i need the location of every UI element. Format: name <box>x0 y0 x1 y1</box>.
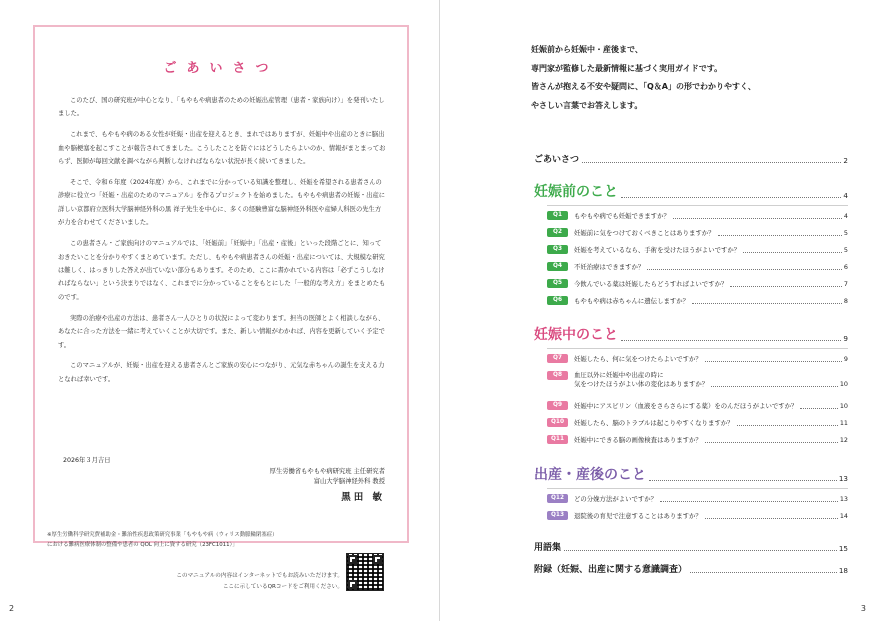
toc-page: 18 <box>838 566 848 575</box>
question-badge: Q3 <box>547 245 568 254</box>
toc-page: 5 <box>843 228 848 237</box>
toc-leader <box>743 247 842 253</box>
greeting-paragraph: このたび、国の研究班が中心となり、「もやもや病患者のための妊娠出産管理（患者・家族向け）」を発刊いたしました。 <box>58 97 385 118</box>
grant-note-line: における難病医療体制の整備や患者の QOL 向上に資する研究（23FC1011）」 <box>47 542 238 548</box>
toc-question-q8[interactable] <box>547 370 848 392</box>
question-text: 今飲んでいる薬は妊娠したらどうすればよいですか？ <box>574 280 728 288</box>
intro-text <box>531 41 756 115</box>
toc-page: 13 <box>839 494 848 503</box>
greeting-paragraph: これまで、もやもや病のある女性が妊娠・出産を迎えるとき、まれではありますが、妊娠中や出産のときに脳出血や脳梗塞を起こすことが報告されてきました。こうしたことを防ぐにはどうしたらよいのか、情報がまとまっておらず、医師が毎回文献を調べながら判断しなければならない状況が長く続いてきました。 <box>58 131 386 166</box>
toc-label: ごあいさつ <box>534 155 580 165</box>
toc-page: 11 <box>839 418 848 427</box>
toc-leader <box>621 340 841 341</box>
toc-question-q2[interactable] <box>547 227 848 238</box>
signature-position: 富山大学脳神経外科 教授 <box>313 478 385 485</box>
question-text: 血圧以外に妊娠中や出産の時に <box>574 371 664 379</box>
greeting-paragraph: この患者さん・ご家族向けのマニュアルでは、「妊娠前」「妊娠中」「出産・産後」といった段階ごとに、知っておきたいことを分かりやすくまとめています。ただし、もやもや病患者さんの妊娠・出産については、大規模な研究は難しく、はっきりした答えが出ていない部分もあります。そのため、ここに書かれている内容は「必ずこうしなければならない」という決まりではなく、これまでに分かっていることをもとにした「一般的な考え方」をまとめたものです。 <box>58 240 386 301</box>
section-title: 出産・産後のこと <box>534 467 646 483</box>
toc-leader <box>649 480 837 481</box>
question-badge: Q2 <box>547 228 568 237</box>
question-text: 妊娠中にアスピリン（血液をさらさらにする薬）をのんだほうがよいですか？ <box>574 402 798 410</box>
toc-leader <box>705 513 838 519</box>
question-badge: Q1 <box>547 211 568 220</box>
question-badge: Q6 <box>547 296 568 305</box>
page-number-right: 3 <box>860 604 866 613</box>
toc-question-q4[interactable] <box>547 261 848 272</box>
question-badge: Q10 <box>547 418 568 427</box>
toc-section-during-pregnancy[interactable] <box>534 326 848 344</box>
toc-leader <box>718 230 842 236</box>
question-badge: Q7 <box>547 354 568 363</box>
grant-note-line: ※厚生労働科学研究費補助金・難治性疾患政策研究事業「もやもや病（ウィリス動脈輪閉塞症） <box>47 532 278 538</box>
question-text: どの分娩方法がよいですか？ <box>574 495 658 503</box>
greeting-body <box>58 94 387 394</box>
toc-leader <box>737 420 838 426</box>
divider <box>547 488 848 489</box>
toc-question-q5[interactable] <box>547 278 848 289</box>
qr-finder-icon <box>348 580 357 589</box>
greeting-paragraph: そこで、令和６年度（2024年度）から、これまでに分かっている知識を整理し、妊娠を希望される患者さんの診療に役立つ「妊娠・出産のためのマニュアル」を作るプロジェクトを始めました。もやもや病患者の妊娠・出産に詳しい京都府立医科大学脳神経外科の黒 祥子先生を中心に、多くの経験豊富な脳神経外科医や産婦人科医の先生方が力を合わせてくださいました。 <box>58 179 386 227</box>
toc-leader <box>711 381 838 387</box>
toc-page: 14 <box>839 511 848 520</box>
question-text: 不妊治療はできますか？ <box>574 263 645 271</box>
toc-leader <box>800 403 837 409</box>
qr-finder-icon <box>373 555 382 564</box>
toc-question-q13[interactable] <box>547 510 848 521</box>
signature-affiliation: 厚生労働省もやもや病研究班 主任研究者 <box>269 468 385 475</box>
qr-finder-icon <box>348 555 357 564</box>
question-text: 妊娠したら、脳のトラブルは起こりやすくなりますか？ <box>574 419 734 427</box>
toc-page: 8 <box>843 296 848 305</box>
toc-question-q6[interactable] <box>547 295 848 306</box>
toc-question-q3[interactable] <box>547 244 848 255</box>
greeting-frame <box>33 25 409 548</box>
toc-leader <box>705 356 842 362</box>
question-text: 退院後の育児で注意することはありますか？ <box>574 512 702 520</box>
question-text-wrap <box>574 370 848 388</box>
question-text: 妊娠したら、何に気をつけたらよいですか？ <box>574 355 702 363</box>
toc-leader <box>621 197 841 198</box>
intro-line: 皆さんが抱える不安や疑問に、「Q＆A」の形でわかりやすく、 <box>531 82 756 91</box>
toc-page: 7 <box>843 279 848 288</box>
question-text-line2 <box>574 379 848 388</box>
toc-label: 用語集 <box>534 543 562 553</box>
toc-leader <box>582 161 841 163</box>
section-title: 妊娠中のこと <box>534 327 618 343</box>
toc-leader <box>647 264 842 270</box>
question-badge: Q4 <box>547 262 568 271</box>
question-badge: Q11 <box>547 435 568 444</box>
intro-line: 専門家が監修した最新情報に基づく実用ガイドです。 <box>531 63 723 73</box>
toc-page: 4 <box>843 211 848 220</box>
question-text: 妊娠中にできる脳の画像検査はありますか？ <box>574 436 702 444</box>
toc-leader <box>692 298 842 304</box>
toc-appendix[interactable] <box>534 563 848 575</box>
toc-section-before-pregnancy[interactable] <box>534 183 848 201</box>
question-text: もやもや病でも妊娠できますか？ <box>574 212 670 220</box>
divider <box>547 348 848 349</box>
toc-question-q9[interactable] <box>547 400 848 411</box>
toc-leader <box>705 437 838 443</box>
toc-page: 13 <box>838 474 848 483</box>
question-badge: Q8 <box>547 371 568 380</box>
intro-line: 妊娠前から妊娠中・産後まで、 <box>531 45 643 54</box>
signature-name: 黒田 敏 <box>341 492 385 503</box>
toc-leader <box>660 496 838 502</box>
toc-page: 6 <box>843 262 848 271</box>
question-badge: Q5 <box>547 279 568 288</box>
toc-page: 2 <box>843 156 848 165</box>
question-text: 気をつけたほうがよい体の変化はありますか？ <box>574 380 709 388</box>
qr-note <box>176 571 343 593</box>
toc-greeting[interactable] <box>534 153 848 165</box>
grant-note <box>47 530 278 550</box>
greeting-paragraph: このマニュアルが、妊娠・出産を迎える患者さんとご家族の安心につながり、元気な赤ちゃんの誕生を支える力となれば幸いです。 <box>58 362 385 383</box>
question-text: もやもや病は赤ちゃんに遺伝しますか？ <box>574 297 690 305</box>
section-title: 妊娠前のこと <box>534 184 618 200</box>
question-text: 妊娠前に気をつけておくべきことはありますか？ <box>574 229 715 237</box>
toc-leader <box>730 281 842 287</box>
intro-line: やさしい言葉でお答えします。 <box>531 100 643 110</box>
toc-page: 10 <box>839 401 848 410</box>
toc-leader <box>564 549 837 551</box>
toc-glossary[interactable] <box>534 541 848 553</box>
toc-question-q12[interactable] <box>547 493 848 504</box>
toc-leader <box>690 571 837 573</box>
toc-page: 10 <box>839 379 848 388</box>
toc-page: 9 <box>843 334 848 343</box>
greeting-paragraph: 実際の治療や出産の方法は、患者さん一人ひとりの状況によって変わります。担当の医師とよく相談しながら、あなたに合った方法を一緒に考えていくことが大切です。また、新しい情報がわかれば、内容を更新していく予定です。 <box>58 314 385 349</box>
divider <box>547 205 848 206</box>
qr-code-icon[interactable] <box>346 553 384 591</box>
question-badge: Q13 <box>547 511 568 520</box>
toc-question-q11[interactable] <box>547 434 848 445</box>
toc-leader <box>673 213 842 219</box>
toc-label: 附録（妊娠、出産に関する意識調査） <box>534 565 688 575</box>
question-badge: Q9 <box>547 401 568 410</box>
toc-section-birth-postpartum[interactable] <box>534 466 848 484</box>
qr-note-line: ここに示しているQRコードをご利用ください。 <box>222 584 343 590</box>
toc-page: 15 <box>838 544 848 553</box>
toc-page: 5 <box>843 245 848 254</box>
toc-question-q1[interactable] <box>547 210 848 221</box>
question-text: 妊娠を考えているなら、手術を受けたほうがよいですか？ <box>574 246 741 254</box>
right-page <box>440 0 880 621</box>
greeting-title: ごあいさつ <box>163 61 279 76</box>
qr-note-line: このマニュアルの内容はインターネットでもお読みいただけます。 <box>176 573 343 579</box>
page-number-left: 2 <box>9 604 15 613</box>
toc-page: 9 <box>843 354 848 363</box>
greeting-date: 2026年３月吉日 <box>63 457 111 464</box>
question-badge: Q12 <box>547 494 568 503</box>
signature-block <box>270 467 385 503</box>
toc-page: 12 <box>839 435 848 444</box>
toc-question-q7[interactable] <box>547 353 848 364</box>
toc-page: 4 <box>843 191 848 200</box>
toc-question-q10[interactable] <box>547 417 848 428</box>
